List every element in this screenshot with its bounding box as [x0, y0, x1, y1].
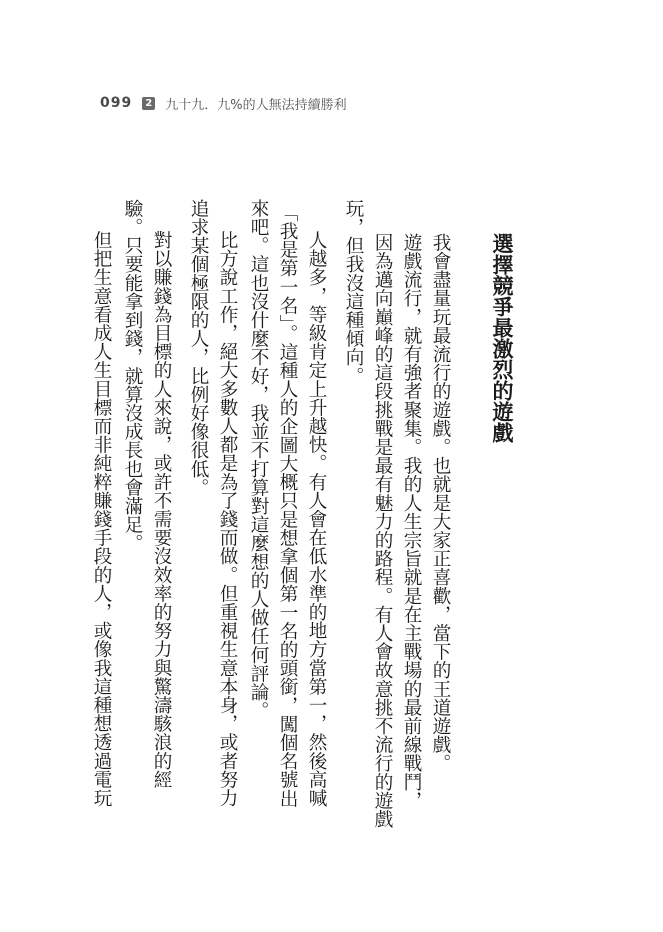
chapter-title: 九十九．九%的人無法持續勝利: [165, 97, 347, 113]
running-header: [100, 93, 347, 113]
text-column-2: 遊戲流行，就有強者聚集。我的人生宗旨就是在主戰場的最前線戰鬥，: [401, 233, 422, 810]
section-heading: 選擇競爭最激烈的遊戲: [490, 233, 514, 443]
text-column-11: 驗。只要能拿到錢，就算沒成長也會滿足。: [122, 199, 143, 553]
text-column-4: 玩，但我沒這種傾向。: [343, 199, 364, 385]
text-column-12: 但把生意看成人生目標而非純粹賺錢手段的人，或像我這種想透過電玩: [91, 212, 112, 808]
chapter-number-badge: 2: [142, 97, 155, 110]
text-column-1: 我會盡量玩最流行的遊戲。也就是大家正喜歡，當下的王道遊戲。: [430, 233, 451, 773]
page-number: 099: [100, 95, 133, 111]
text-column-3: 因為邁向巔峰的這段挑戰是最有魅力的路程。有人會故意挑不流行的遊戲: [372, 233, 393, 829]
text-column-8: 比方說工作，絕大多數人都是為了錢而做。但重視生意本身，或者努力: [217, 212, 238, 808]
text-column-9: 追求某個極限的人，比例好像很低。: [188, 199, 209, 497]
text-column-7: 來吧。這也沒什麼不好，我並不打算對這麼想的人做任何評論。: [248, 199, 269, 720]
text-column-5: 人越多，等級肯定上升越快。有人會在低水準的地方當第一，然後高喊: [306, 212, 327, 808]
text-column-6: 「我是第一名」。這種人的企圖大概只是想拿個第一名的頭銜，闖個名號出: [277, 203, 298, 808]
text-column-10: 對以賺錢為目標的人來說，或許不需要沒效率的努力與驚濤駭浪的經: [151, 212, 172, 789]
